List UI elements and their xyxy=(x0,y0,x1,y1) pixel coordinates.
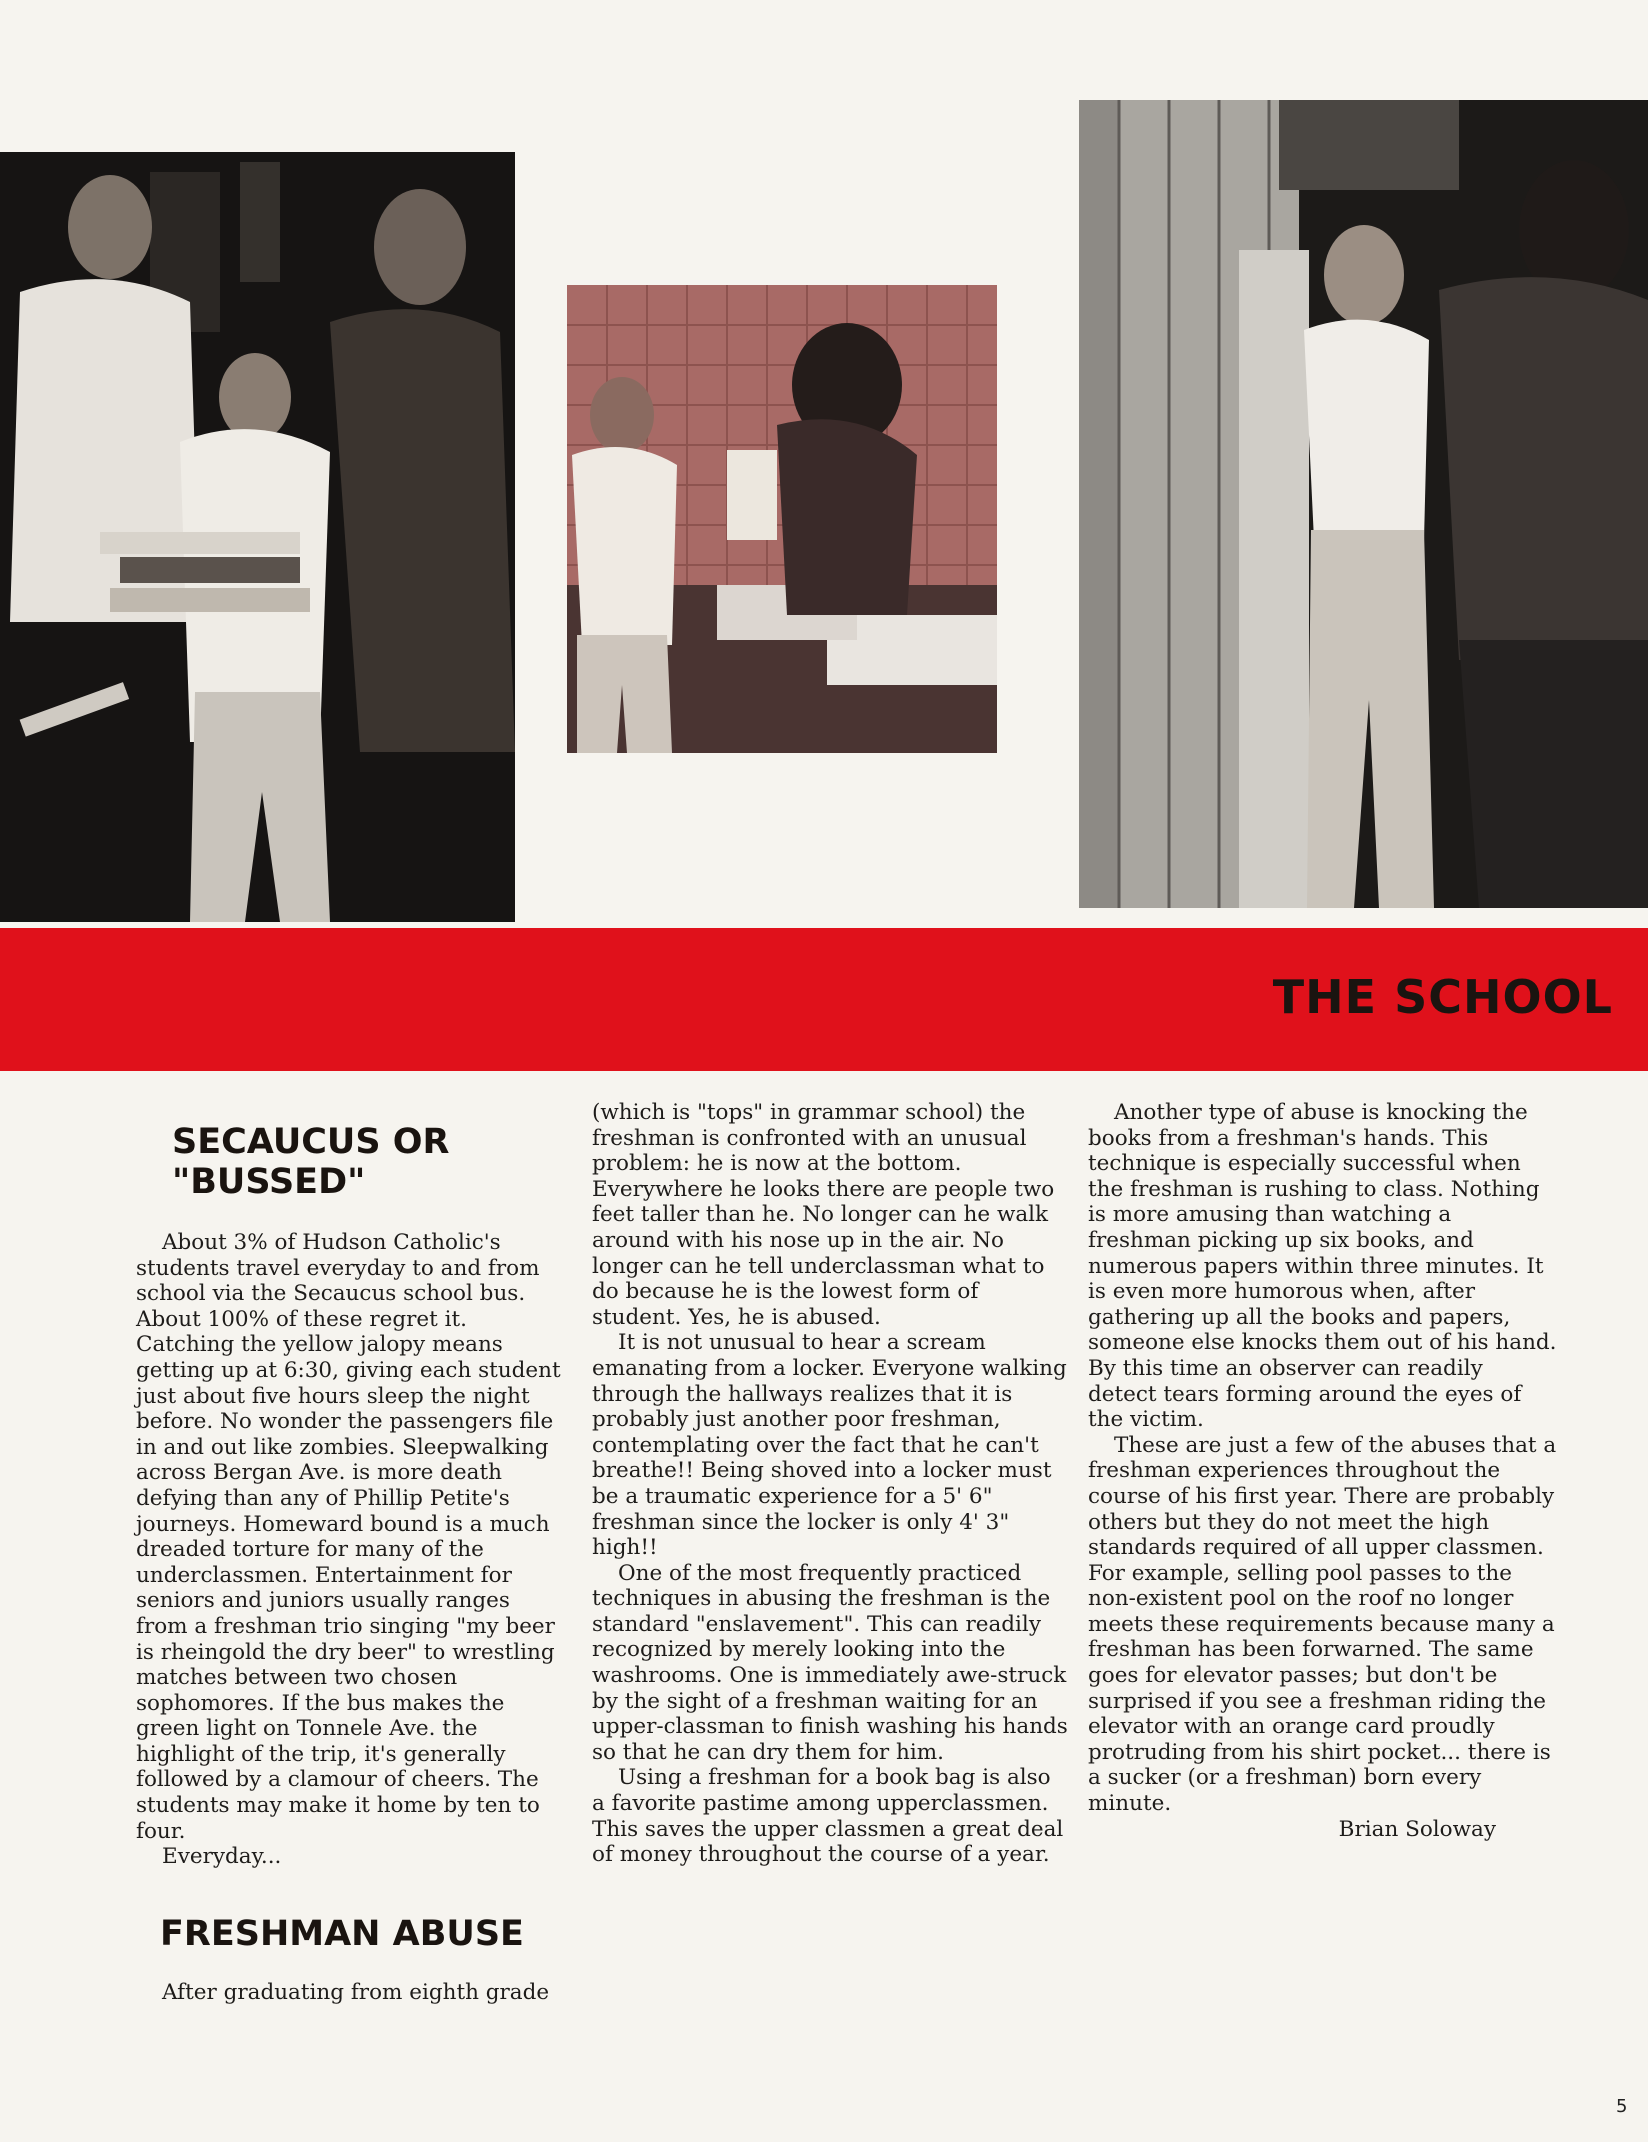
paragraph: After graduating from eighth grade xyxy=(162,1979,550,2005)
page-number: 5 xyxy=(1616,2096,1628,2117)
paragraph: These are just a few of the abuses that a freshman experiences throughout the course of his first year. There are probably others but they do not meet the high standards required of all upper classmen. For example, selling pool passes to the non-existent pool on the roof no longer meets these requirements because many a freshman has been forwarned. The same goes for elevator passes; but don't be surprised if you see a freshman riding the elevator with an orange card proudly protruding from his shirt pocket... there is a sucker (or a freshman) born every minute. xyxy=(1088,1432,1557,1817)
photo-right xyxy=(1079,100,1648,908)
locker-hallway-photo xyxy=(1079,100,1648,908)
photo-middle xyxy=(567,285,997,753)
students-with-books-photo xyxy=(0,152,515,922)
article-heading-secaucus xyxy=(172,1122,562,1202)
heading-line-1: SECAUCUS OR xyxy=(172,1122,450,1162)
paragraph: Using a freshman for a book bag is also a favorite pastime among upperclassmen. This saves the upper classmen a great deal of money throughout the course of a year. xyxy=(592,1765,1064,1868)
washroom-sinks-photo xyxy=(567,285,997,753)
photo-left xyxy=(0,152,515,922)
paragraph: (which is "tops" in grammar school) the freshman is confronted with an unusual problem: he is now at the bottom. Everywhere he looks there are people two feet taller than he. No longer can he walk around with his nose up in the air. No longer can he tell underclassman what to do because he is the lowest form of student. Yes, he is abused. xyxy=(592,1100,1055,1330)
paragraph: About 3% of Hudson Catholic's students travel everyday to and from school via the Secaucus school bus. About 100% of these regret it. Catching the yellow jalopy means getting up at 6:30, giving each student just about five hours sleep the night before. No wonder the passengers file in and out like zombies. Sleepwalking across Bergan Ave. is more death defying than any of Phillip Petite's journeys. Homeward bound is a much dreaded torture for many of the underclassmen. Entertainment for seniors and juniors usually ranges from a freshman trio singing "my beer is rheingold the dry beer" to wrestling matches between two chosen sophomores. If the bus makes the green light on Tonnele Ave. the highlight of the trip, it's generally followed by a clamour of cheers. The students may make it home by ten to four. xyxy=(136,1230,561,1844)
article-heading-freshman-abuse: FRESHMAN ABUSE xyxy=(160,1913,524,1954)
section-title: THE SCHOOL xyxy=(1272,970,1613,1024)
paragraph: One of the most frequently practiced techniques in abusing the freshman is the standard "enslavement". This can readily recognized by merely looking into the washrooms. One is immediately awe-struck by the sight of a freshman waiting for an upper-classman to finish washing his hands so that he can dry them for him. xyxy=(592,1560,1068,1765)
article-column-1 xyxy=(136,1100,562,2005)
section-banner xyxy=(0,928,1648,1071)
paragraph: It is not unusual to hear a scream emanating from a locker. Everyone walking through the hallways realizes that it is probably just another poor freshman, contemplating over the fact that he can't breathe!! Being shoved into a locker must be a traumatic experience for a 5' 6" freshman since the locker is only 4' 3" high!! xyxy=(592,1330,1067,1561)
author-signature: Brian Soloway xyxy=(1338,1816,1496,1842)
paragraph: Everyday... xyxy=(162,1844,282,1870)
article-column-3 xyxy=(1088,1100,1558,1842)
paragraph: Another type of abuse is knocking the books from a freshman's hands. This technique is especially successful when the freshman is rushing to class. Nothing is more amusing than watching a freshman picking up six books, and numerous papers within three minutes. It is even more humorous when, after gathering up all the books and papers, someone else knocks them out of his hand. By this time an observer can readily detect tears forming around the eyes of the victim. xyxy=(1088,1100,1557,1433)
article-column-2 xyxy=(592,1100,1069,1868)
heading-line-2: "BUSSED" xyxy=(172,1162,366,1202)
